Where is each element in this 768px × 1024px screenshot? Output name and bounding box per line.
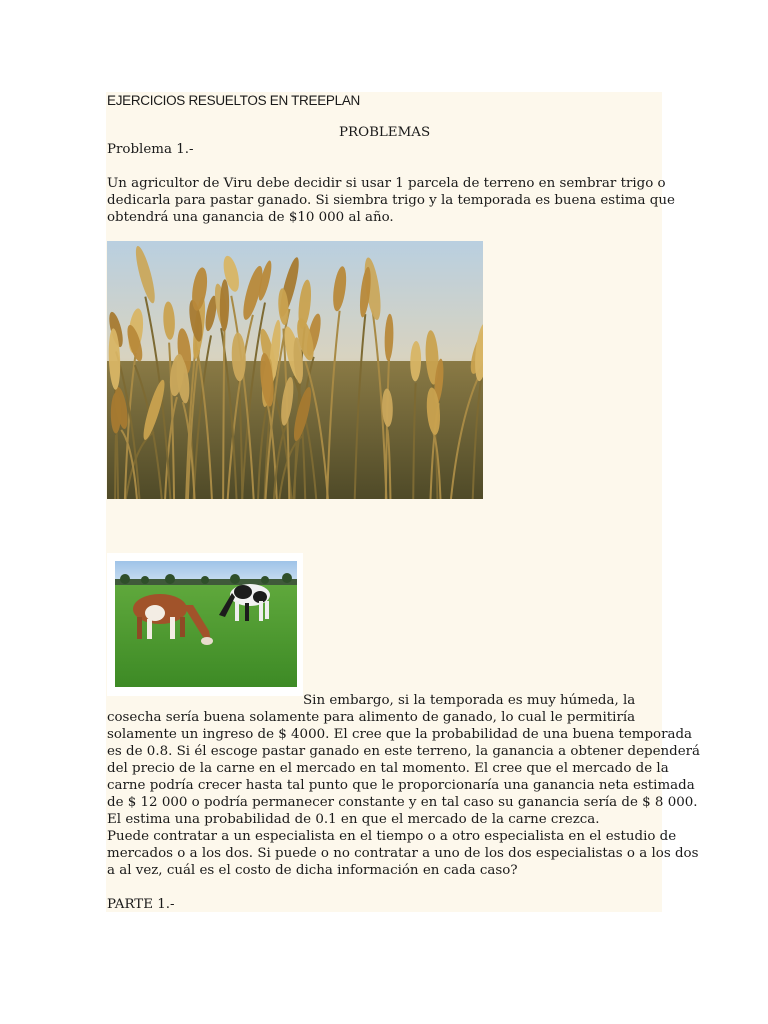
document-header: EJERCICIOS RESUELTOS EN TREEPLAN <box>107 93 360 108</box>
body-line: del precio de la carne en el mercado en tal momento. El cree que el mercado de la <box>107 761 669 776</box>
intro-line: obtendrá una ganancia de $10 000 al año. <box>107 210 394 225</box>
body-line: Puede contratar a un especialista en el tiempo o a otro especialista en el estudio de <box>107 829 677 844</box>
body-line: es de 0.8. Si él escoge pastar ganado en este terreno, la ganancia a obtener dependerá <box>107 744 701 759</box>
body-line: solamente un ingreso de $ 4000. El cree que la probabilidad de una buena temporada <box>107 727 693 742</box>
body-line: mercados o a los dos. Si puede o no contratar a uno de los dos especialistas o a los dos <box>107 846 699 861</box>
body-line: cosecha sería buena solamente para alimento de ganado, lo cual le permitiría <box>107 710 636 725</box>
part-label: PARTE 1.- <box>107 897 175 912</box>
grazing-cows-image <box>115 561 297 687</box>
problem-label: Problema 1.- <box>107 142 194 157</box>
body-line: Sin embargo, si la temporada es muy húmeda, la <box>303 693 636 708</box>
intro-line: Un agricultor de Viru debe decidir si usar 1 parcela de terreno en sembrar trigo o <box>107 176 666 191</box>
wheat-field-image <box>107 241 483 499</box>
body-line: de $ 12 000 o podría permanecer constante y en tal caso su ganancia sería de $ 8 000. <box>107 795 698 810</box>
intro-line: dedicarla para pastar ganado. Si siembra trigo y la temporada es buena estima que <box>107 193 675 208</box>
body-line: a al vez, cuál es el costo de dicha información en cada caso? <box>107 863 518 878</box>
section-title: PROBLEMAS <box>339 125 431 140</box>
body-line: carne podría crecer hasta tal punto que le proporcionaría una ganancia neta estimada <box>107 778 695 793</box>
body-line: El estima una probabilidad de 0.1 en que el mercado de la carne crezca. <box>107 812 600 827</box>
